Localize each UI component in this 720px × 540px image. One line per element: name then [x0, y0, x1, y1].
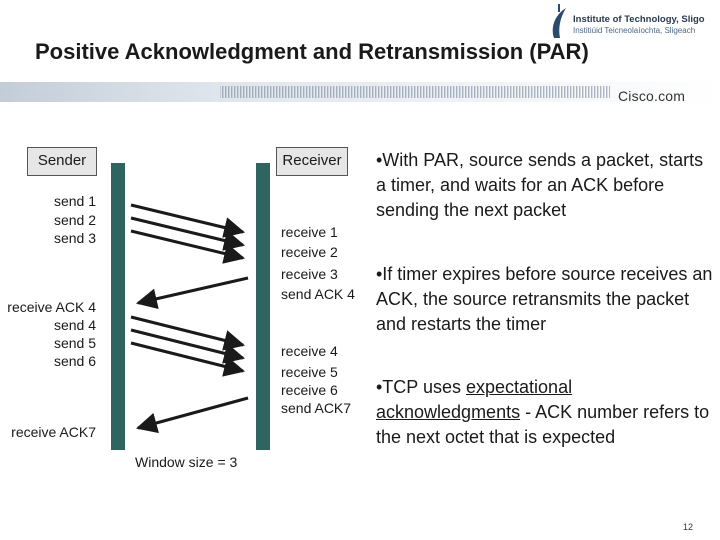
logo-text-primary: Institute of Technology, Sligo: [573, 14, 705, 25]
window-size-label: Window size = 3: [135, 454, 238, 470]
arrow-send-3: [131, 231, 243, 258]
arrow-send-4: [131, 317, 243, 345]
receiver-timeline-bar: [256, 163, 270, 450]
bullet-text-pre: •TCP uses: [376, 377, 466, 397]
logo-text-secondary: Institiúid Teicneolaíochta, Sligeach: [573, 26, 696, 35]
receiver-event-receive-1: receive 1: [281, 224, 338, 240]
receiver-event-receive-2: receive 2: [281, 244, 338, 260]
receiver-event-receive-3: receive 3: [281, 266, 338, 282]
sender-event-send-1: send 1: [53, 193, 96, 209]
arrow-ack-4: [138, 278, 248, 303]
sender-timeline-bar: [111, 163, 125, 450]
sender-event-send-3: send 3: [53, 230, 96, 246]
receiver-event-receive-5: receive 5: [281, 364, 338, 380]
arrow-send-2: [131, 218, 243, 245]
sender-label: Sender: [37, 152, 87, 169]
bullet-timer-retransmit: •If timer expires before source receives an ACK, the source retransmits the packet and restarts the timer: [376, 264, 713, 334]
receiver-event-send-ack-4: send ACK 4: [281, 286, 355, 302]
sender-event-send-6: send 6: [53, 353, 96, 369]
sender-event-receive-ack-7: receive ACK7: [11, 424, 96, 440]
expectational-acknowledgments-term: expectational acknowledgments: [376, 377, 573, 422]
bullet-par-overview: •With PAR, source sends a packet, starts a timer, and waits for an ACK before sending the next packet: [376, 150, 704, 220]
page-number: 12: [683, 522, 694, 532]
receiver-event-receive-6: receive 6: [281, 382, 338, 398]
sender-event-send-2: send 2: [53, 212, 96, 228]
receiver-event-send-ack-7: send ACK7: [281, 400, 352, 416]
arrow-send-6: [131, 343, 243, 371]
bullet-expectational-ack: [376, 375, 714, 450]
sender-event-send-4: send 4: [53, 317, 96, 333]
arrow-ack-7: [138, 398, 248, 428]
bullet-text-post: - ACK number refers to the next octet that is expected: [376, 402, 710, 447]
cisco-brand: Cisco.com: [618, 88, 686, 104]
receiver-event-receive-4: receive 4: [281, 343, 338, 359]
arrow-send-1: [131, 205, 243, 232]
arrow-send-5: [131, 330, 243, 358]
sender-event-receive-ack-4: receive ACK 4: [7, 299, 96, 315]
receiver-label: Receiver: [282, 152, 342, 169]
sender-event-send-5: send 5: [53, 335, 96, 351]
slide-title: Positive Acknowledgment and Retransmission (PAR): [35, 39, 589, 64]
